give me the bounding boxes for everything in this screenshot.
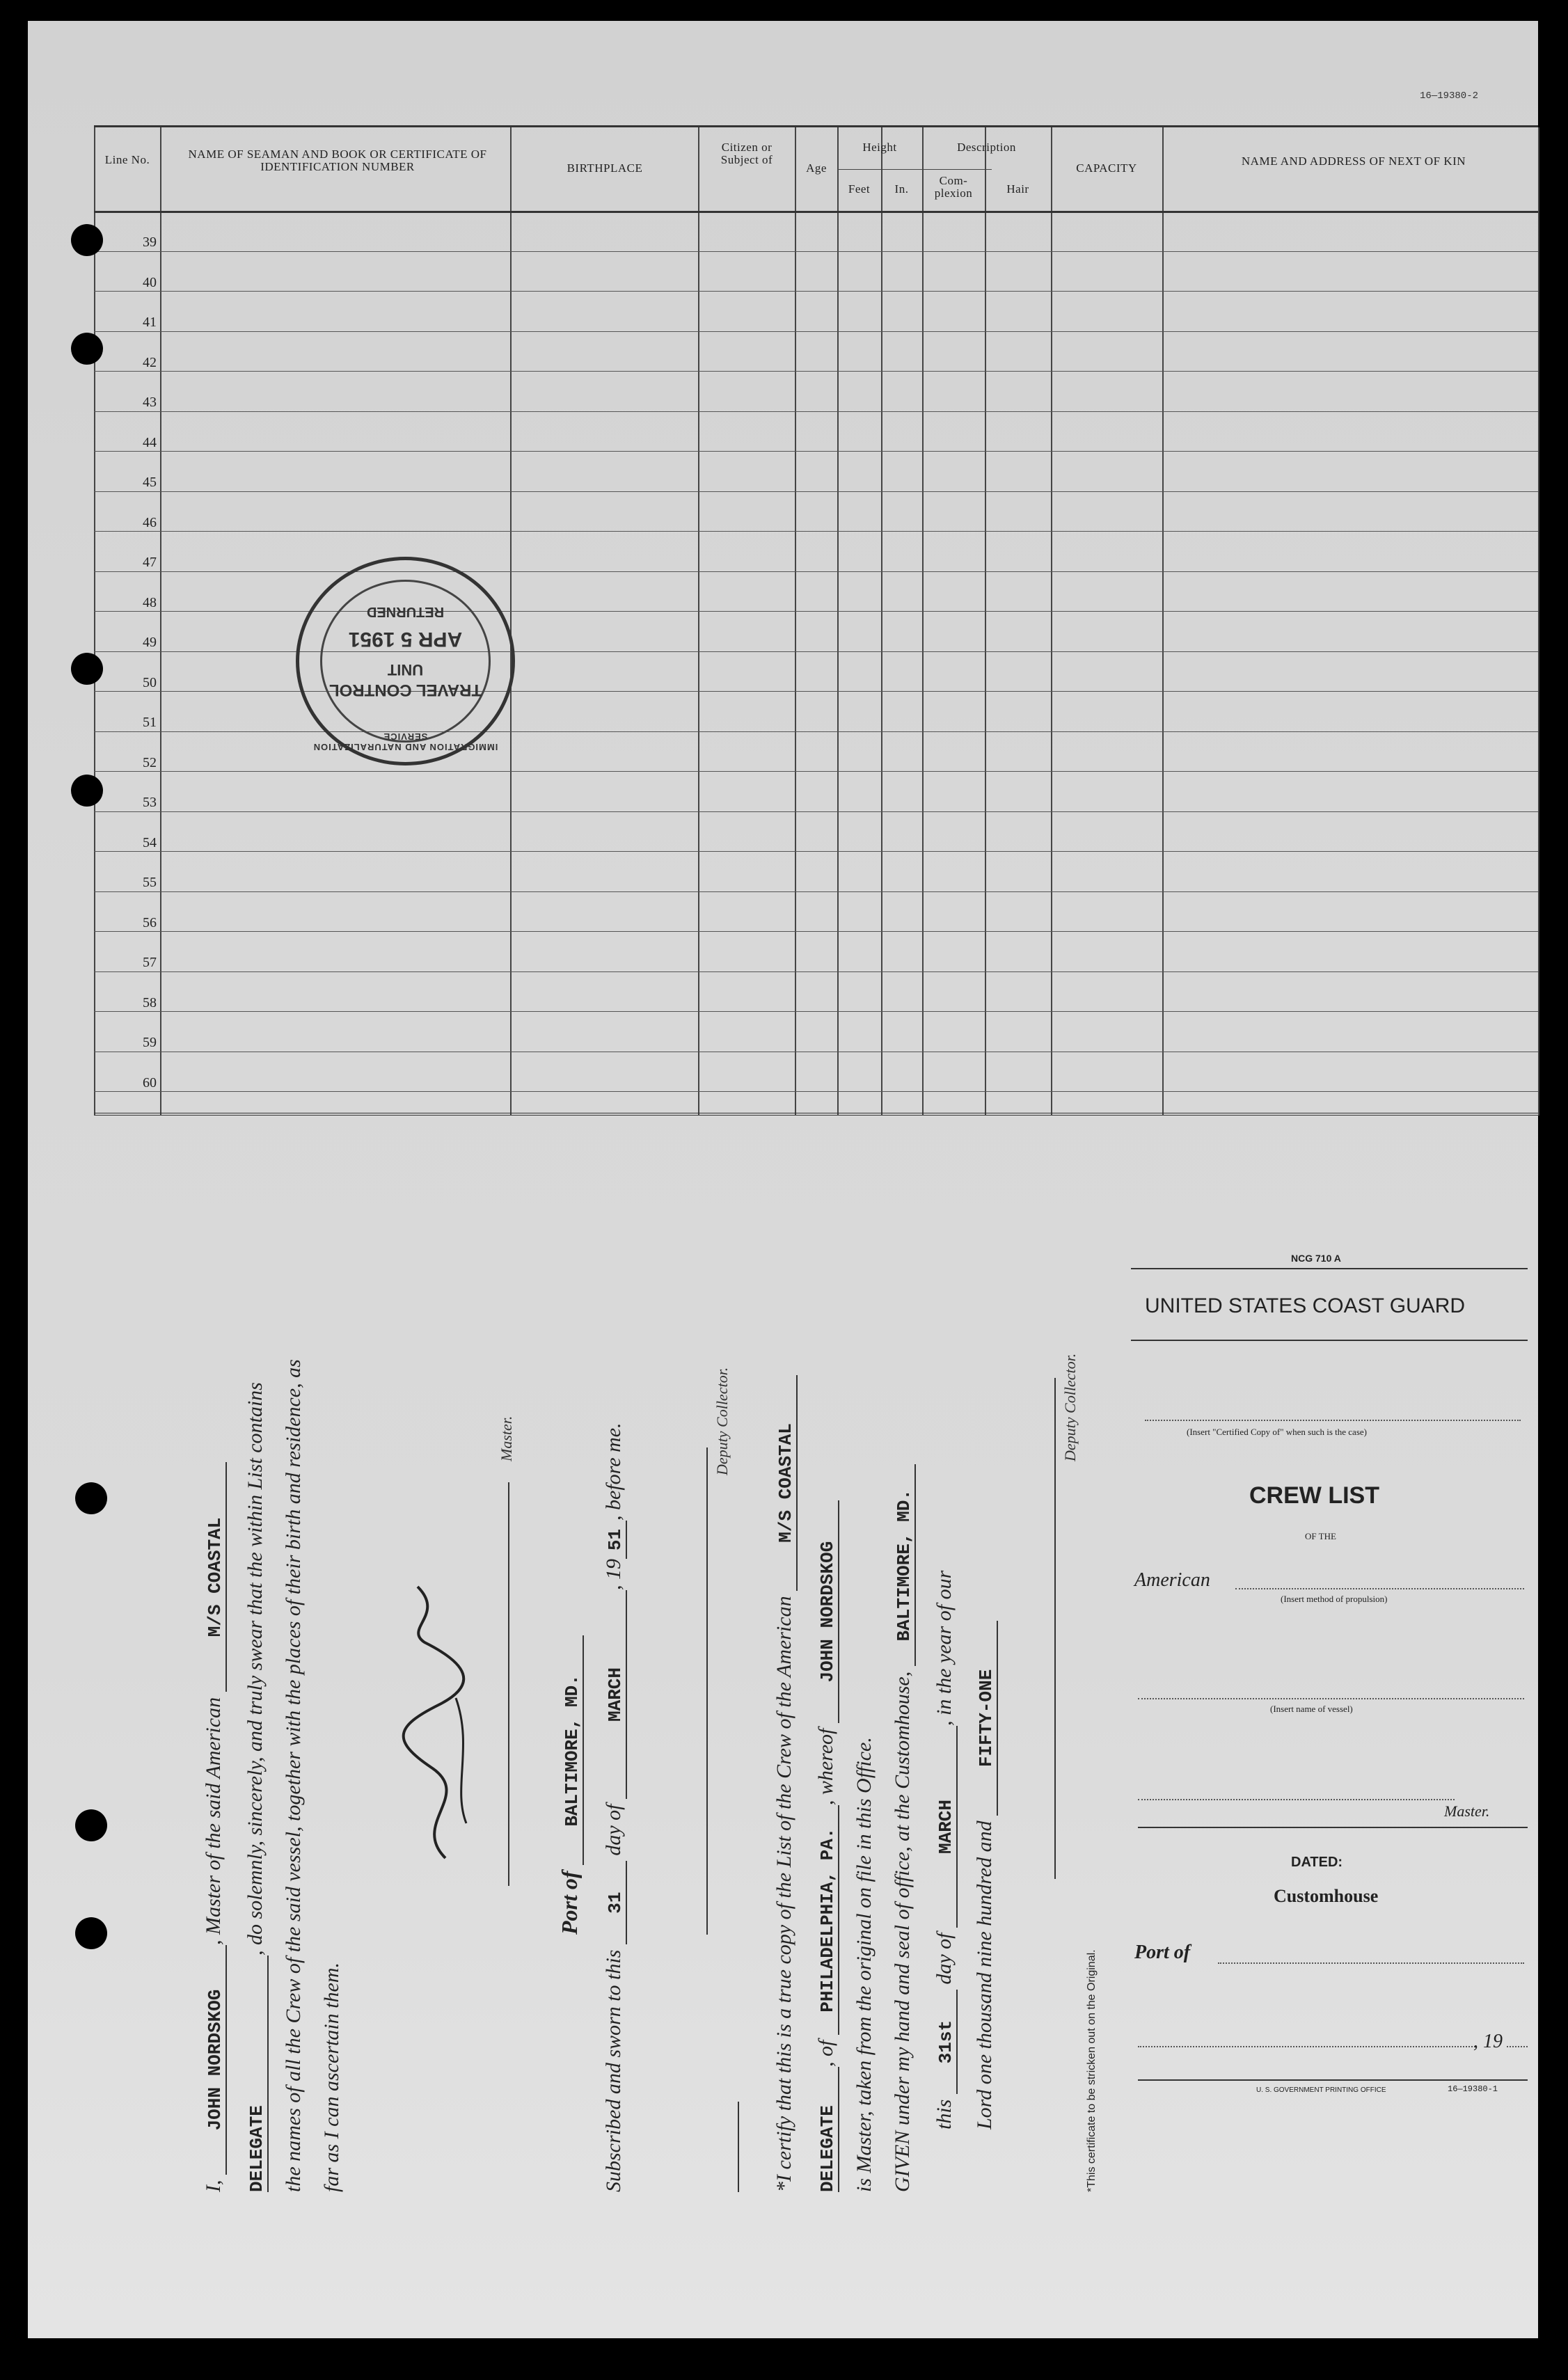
table-row-line-number: 45	[143, 475, 157, 490]
master-signature	[383, 1573, 494, 1865]
vessel-name-field: DELEGATE	[246, 1955, 269, 2192]
table-row-line-number: 60	[143, 1074, 157, 1090]
table-row-line-number: 57	[143, 955, 157, 970]
travel-control-stamp: IMMIGRATION AND NATURALIZATION SERVICE TRAVEL CONTROL UNIT APR 5 1951 RETURNED	[296, 557, 515, 765]
table-row-divider	[94, 491, 1538, 492]
table-row-divider	[94, 291, 1538, 292]
form-number-bottom: 16—19380-1	[1448, 2084, 1498, 2094]
table-row-divider	[94, 811, 1538, 812]
cover-title: CREW LIST	[1249, 1482, 1379, 1509]
table-row-line-number: 46	[143, 514, 157, 530]
punch-hole	[75, 1917, 107, 1949]
table-row-line-number: 54	[143, 834, 157, 850]
table-row-divider	[94, 771, 1538, 772]
insert-vessel-name: (Insert name of vessel)	[1270, 1704, 1353, 1714]
table-row-divider	[94, 571, 1538, 572]
table-row-line-number: 49	[143, 635, 157, 650]
cover-agency: UNITED STATES COAST GUARD	[1145, 1294, 1466, 1317]
table-row-line-number: 43	[143, 395, 157, 410]
table-row-line-number: 56	[143, 914, 157, 930]
table-row-line-number: 52	[143, 754, 157, 770]
header-inches: In.	[894, 182, 909, 196]
master-name-field: JOHN NORDSKOG	[205, 1945, 227, 2175]
cert-vessel-field: DELEGATE	[817, 2067, 839, 2192]
cert-vessel-type-field: M/S COASTAL	[775, 1375, 798, 1591]
punch-hole	[71, 333, 103, 365]
cover-form-code: NCG 710 A	[1291, 1253, 1341, 1264]
punch-hole	[71, 653, 103, 685]
vessel-type-field: M/S COASTAL	[205, 1462, 227, 1692]
table-row-divider	[94, 331, 1538, 332]
table-row-line-number: 42	[143, 354, 157, 370]
table-row-line-number: 55	[143, 875, 157, 890]
deputy-collector-label: Deputy Collector.	[713, 1367, 731, 1475]
printing-office: U. S. GOVERNMENT PRINTING OFFICE	[1256, 2086, 1386, 2094]
given-day-field: 31st	[935, 1990, 958, 2094]
table-row-line-number: 44	[143, 434, 157, 450]
crew-list-sheet	[28, 21, 1538, 2338]
table-row-line-number: 50	[143, 674, 157, 690]
header-line-no: Line No.	[104, 153, 150, 166]
header-height: Height	[862, 141, 897, 154]
given-year-field: FIFTY-ONE	[976, 1621, 998, 1816]
table-row-divider	[94, 371, 1538, 372]
cert-master-field: JOHN NORDSKOG	[817, 1500, 839, 1723]
deputy-collector-label-2: Deputy Collector.	[1061, 1353, 1079, 1461]
cover-american: American	[1134, 1569, 1210, 1591]
header-next-of-kin: NAME AND ADDRESS OF NEXT OF KIN	[1241, 154, 1466, 168]
table-row-divider	[94, 931, 1538, 932]
cover-year-prefix: , 19	[1473, 2031, 1503, 2052]
punch-hole	[75, 1482, 107, 1514]
table-row-line-number: 59	[143, 1035, 157, 1050]
insert-certified-copy: (Insert "Certified Copy of" when such is the case)	[1187, 1427, 1367, 1437]
master-oath-section: I, JOHN NORDSKOG, Master of the said American M/S COASTAL DELEGATE, do solemnly, sincerely, and truly swear that the within List contains the names of all the Crew of the said vessel, together with the places of their birth and residence, as far as I can ascertain them. Master. Port of BALTIMORE, MD. Subscribed and sworn to this 31 day of MARCH, 1951, before me. Deputy Collector. *I certify that this is a true copy of the List of the Crew of the American M/S COASTAL DELEGATE, of PHILADELPHIA, PA., whereof JOHN NORDSKOG is Master, taken from the original on file in this Office. GIVEN under my hand and seal of office, at the Customhouse, BALTIMORE, MD. this 31st day of MARCH, in the year of our Lord one thousand nine hundred and FIFTY-ONE Deputy Collector. *This certificate to be stricken out on the Original.	[202, 1353, 1098, 2192]
header-description: Description	[957, 141, 1016, 154]
certificate-footnote: *This certificate to be stricken out on the Original.	[1086, 1949, 1098, 2192]
header-birthplace: BIRTHPLACE	[567, 161, 643, 175]
table-row-divider	[94, 411, 1538, 412]
table-row-divider	[94, 1091, 1538, 1092]
insert-propulsion: (Insert method of propulsion)	[1281, 1594, 1388, 1604]
header-complexion: Com- plexion	[934, 174, 973, 200]
header-feet: Feet	[848, 182, 871, 196]
table-row-line-number: 39	[143, 235, 157, 250]
table-row-line-number: 58	[143, 994, 157, 1010]
table-row-line-number: 41	[143, 315, 157, 330]
given-month-field: MARCH	[935, 1726, 958, 1928]
header-seaman-name: NAME OF SEAMAN AND BOOK OR CERTIFICATE OF IDENTIFICATION NUMBER	[188, 148, 487, 173]
header-citizen: Citizen or Subject of	[720, 141, 773, 166]
header-hair: Hair	[1006, 182, 1029, 196]
punch-hole	[75, 1809, 107, 1841]
header-capacity: CAPACITY	[1076, 161, 1137, 175]
table-row-divider	[94, 451, 1538, 452]
table-row-line-number: 53	[143, 795, 157, 810]
given-place-field: BALTIMORE, MD.	[894, 1464, 916, 1666]
cover-port-of: Port of	[1134, 1942, 1191, 1963]
table-row-line-number: 47	[143, 555, 157, 570]
form-number-top: 16—19380-2	[1420, 90, 1479, 102]
cover-customhouse: Customhouse	[1274, 1886, 1379, 1906]
table-row-divider	[94, 1011, 1538, 1012]
table-row-divider	[94, 251, 1538, 252]
table-row-divider	[94, 891, 1538, 892]
punch-hole	[71, 224, 103, 256]
table-row-line-number: 40	[143, 274, 157, 290]
cert-port-field: PHILADELPHIA, PA.	[817, 1805, 839, 2035]
port-field: BALTIMORE, MD.	[562, 1635, 584, 1865]
table-row-line-number: 48	[143, 594, 157, 610]
table-row-divider	[94, 851, 1538, 852]
cover-of-the: OF THE	[1305, 1531, 1336, 1541]
punch-hole	[71, 775, 103, 807]
cover-dated: DATED:	[1291, 1855, 1343, 1870]
master-label: Master.	[498, 1415, 515, 1461]
table-row-line-number: 51	[143, 715, 157, 730]
sworn-month-field: MARCH	[605, 1590, 627, 1799]
header-age: Age	[806, 161, 827, 175]
sworn-day-field: 31	[605, 1861, 627, 1944]
table-row-divider	[94, 971, 1538, 972]
table-row-divider	[94, 531, 1538, 532]
sworn-year-field: 51	[605, 1521, 627, 1559]
cover-master: Master.	[1444, 1802, 1490, 1820]
